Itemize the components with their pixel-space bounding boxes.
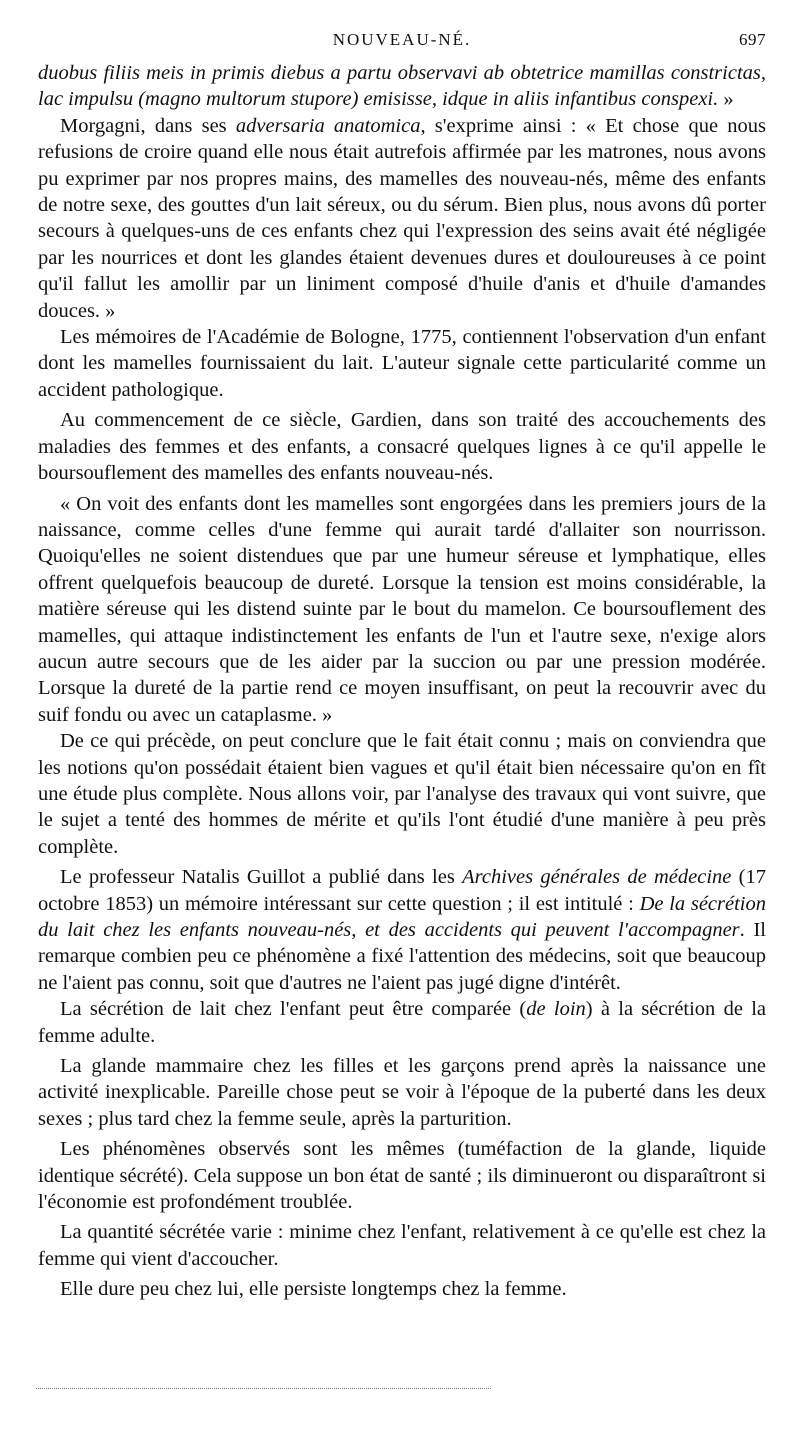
running-title: NOUVEAU-NÉ. — [332, 30, 472, 49]
text-run: « On voit des enfants dont les mamelles sont engorgées dans les premiers jours de la naissance, comme celles d'une femme qui aurait tardé d'allaiter son nourrisson. Quoiqu'elles ne soient distendues que par une humeur séreuse et lymphatique, elles offrent quelquefois beaucoup de dureté. Lorsque la tension est moins considérable, la matière séreuse qui les distend suinte par le bout du mamelon. Ce boursouflement des mamelles, qui attaque indistinctement les enfants de l'un et l'autre sexe, n'exige alors aucun autre secours que de les aider par la succion ou par une pression modérée. Lorsque la dureté de la partie rend ce moyen insuffisant, on peut la recouvrir avec du suif fondu ou avec un cataplasme. » — [38, 492, 766, 726]
italic-text-run: De la sécrétion du lait chez les enfants nouveau-nés, et des accidents qui peuvent l'accompagner — [38, 892, 766, 941]
paragraph — [38, 1136, 766, 1215]
text-run: Les phénomènes observés sont les mêmes (tuméfaction de la glande, liquide identique sécrété). Cela suppose un bon état de santé ; ils diminueront ou disparaîtront si l'économie est profondément troublée. — [38, 1138, 766, 1214]
italic-text-run: adversaria anatomica — [235, 114, 421, 137]
paragraph — [38, 324, 766, 403]
text-run: Au commencement de ce siècle, Gardien, dans son traité des accouchements des maladies des femmes et des enfants, a consacré quelques lignes à ce qu'il appelle le boursouflement des mamelles des enfants nouveau-nés. — [38, 409, 766, 485]
page-header — [38, 30, 766, 60]
text-run: Elle dure peu chez lui, elle persiste longtemps chez la femme. — [60, 1278, 567, 1301]
text-run: La quantité sécrétée varie : minime chez l'enfant, relativement à ce qu'elle est chez la femme qui vient d'accoucher. — [38, 1221, 766, 1270]
paragraph — [38, 996, 766, 1049]
text-run: . Il remarque combien peu ce phénomène a fixé l'attention des médecins, soit que beaucoup ne l'aient pas connu, soit que d'autres ne l'aient pas jugé digne d'intérêt. — [38, 919, 766, 994]
page — [38, 30, 766, 1303]
page-number: 697 — [739, 30, 766, 49]
paragraph — [38, 1276, 766, 1302]
text-run: Morgagni, dans ses — [60, 114, 236, 137]
paragraph — [38, 491, 766, 729]
italic-text-run: de loin — [526, 998, 586, 1021]
text-run: , s'exprime ainsi : « Et chose que nous refusions de croire quand elle nous était autrefois affirmée par les matrones, nous avons pu exprimer par nos propres mains, des mamelles des nouveau-nés, même des enfants de notre sexe, des gouttes d'un lait séreux, ou du sérum. Bien plus, nous avons dû porter secours à quelques-uns de ces enfants chez qui l'expression des seins avait été négligée par les nourrices et dont les glandes étaient devenues dures et douloureuses à ce point qu'il fallut les amollir par un liniment composé d'huile d'anis et d'huile d'amandes douces. » — [38, 114, 766, 322]
paragraph — [38, 864, 766, 996]
paragraph — [38, 407, 766, 486]
paragraph — [38, 728, 766, 860]
body-text — [38, 60, 766, 1303]
text-run: » — [718, 88, 734, 111]
paragraph — [38, 60, 766, 113]
text-run: De ce qui précède, on peut conclure que le fait était connu ; mais on conviendra que les notions qu'on possédait étaient bien vagues et qu'il était bien nécessaire qu'on en fît une étude plus complète. Nous allons voir, par l'analyse des travaux qui vont suivre, que le sujet a tenté des hommes de mérite et qu'ils l'ont étudié d'une manière à peu près complète. — [38, 730, 766, 858]
text-run: Les mémoires de l'Académie de Bologne, 1775, contiennent l'observation d'un enfant dont les mamelles fournissaient du lait. L'auteur signale cette particularité comme un accident pathologique. — [38, 326, 766, 401]
paragraph — [38, 113, 766, 324]
paragraph — [38, 1053, 766, 1132]
text-run: (17 octobre 1853) un mémoire intéressant sur cette question ; il est intitulé : — [38, 866, 767, 915]
footer-rule — [36, 1388, 491, 1389]
text-run: ) à la sécrétion de la femme adulte. — [38, 998, 766, 1047]
italic-text-run: Archives générales de médecine — [462, 866, 732, 889]
text-run: La glande mammaire chez les filles et les garçons prend après la naissance une activité inexplicable. Pareille chose peut se voir à l'époque de la puberté dans les deux sexes ; plus tard chez la femme seule, après la parturition. — [38, 1055, 766, 1130]
italic-text-run: duobus filiis meis in primis diebus a partu observavi ab obtetrice mamillas constrictas, lac impulsu (magno multorum stupore) emisisse, idque in aliis infantibus conspexi. — [38, 62, 766, 111]
text-run: La sécrétion de lait chez l'enfant peut être comparée ( — [60, 998, 527, 1021]
paragraph — [38, 1219, 766, 1272]
text-run: Le professeur Natalis Guillot a publié dans les — [60, 866, 463, 889]
